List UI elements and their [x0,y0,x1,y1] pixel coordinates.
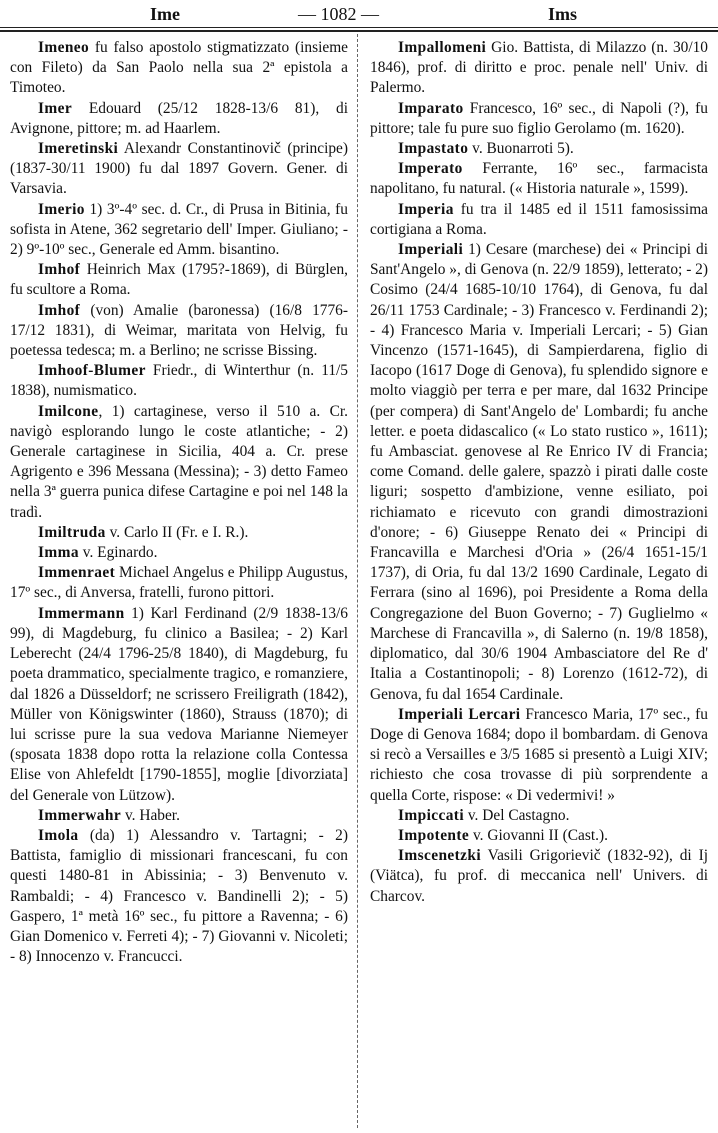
entry-text: Vasili Grigorievič (1832-92), di Ij (Viätca), fu prof. di meccanica nell' Univers. di Charcov. [370,847,708,905]
dictionary-entry [370,826,708,846]
column-divider [357,34,358,1128]
entry-text: v. Giovanni II (Cast.). [469,826,608,844]
entry-text: 1) Karl Ferdinand (2/9 1838-13/6 99), di Magdeburg, fu clinico a Basilea; - 2) Karl Leberecht (24/4 1796-25/8 1840), di Magdeburg, fu poeta drammatico, specialmente tragico, e romanziere, dal 1826 a Düsseldorf; ne scrissero Freiligrath (1842), Müller von Königswinter (1860), Strauss (1870); di lui scrisse pure la sua vedova Marianne Niemeyer (sposata 1838 dopo rotta la relazione colla Contessa Elise von Ahlefeldt [1790-1855], moglie [divorziata] del Generale von Lützow). [10,604,348,804]
header-right-guideword: Ims [548,4,578,24]
dictionary-entry [370,159,708,199]
entry-headword: Impiccati [398,806,465,824]
dictionary-entry [10,361,348,401]
entry-headword: Imscenetzki [398,847,482,865]
entry-text: Friedr., di Winterthur (n. 11/5 1838), numismatico. [10,362,348,400]
entry-headword: Imperia [398,200,454,218]
dictionary-entry [10,523,348,543]
entry-text: , 1) cartaginese, verso il 510 a. Cr. navigò esplorando lungo le coste atlantiche; - 2) Generale cartaginese in Sicilia, 404 a. Cr. prese Agrigento e 396 Messana (Messina); - 3) detto Fameo nella 3ª guerra punica difese Cartagine e poi nel 148 la tradì. [10,402,348,521]
dictionary-entry [10,563,348,603]
entry-text: (da) 1) Alessandro v. Tartagni; - 2) Battista, famiglio di missionari francescani, fu con questi 1480-81 in Abissinia; - 3) Benvenuto v. Rambaldi; - 4) Francesco v. Bandinelli 2); - 5) Gaspero, 1ª metà 16º sec., fu pittore a Ravenna; - 6) Gian Domenico v. Ferreti 4); - 7) Giovanni v. Nicoleti; - 8) Innocenzo v. Francucci. [10,826,348,966]
entry-headword: Imma [38,544,79,562]
entry-text: Heinrich Max (1795?-1869), di Bürglen, fu scultore a Roma. [10,261,348,299]
entry-text: fu tra il 1485 ed il 1511 famosissima cortigiana a Roma. [370,200,708,238]
dictionary-entry [370,99,708,139]
entry-text: Gio. Battista, di Milazzo (n. 30/10 1846), prof. di diritto e proc. penale nell' Univ. di Palermo. [370,39,708,97]
entry-text: v. Buonarroti 5). [468,140,574,158]
dictionary-entry [370,806,708,826]
dictionary-entry [10,99,348,139]
dictionary-entry [370,846,708,907]
page-number: — 1082 — [298,4,379,24]
entry-headword: Imhof [38,261,81,279]
header-rule-thin [0,27,718,28]
entry-headword: Imola [38,826,79,844]
dictionary-entry [10,604,348,806]
entry-headword: Imhoof-Blumer [38,362,146,380]
dictionary-entry [10,200,348,261]
entry-text: 1) 3º-4º sec. d. Cr., di Prusa in Bitinia, fu sofista in Atene, 362 segretario dell' Imper. Giuliano; - 2) 9º-10º sec., Generale ed Amm. bisantino. [10,200,348,259]
entry-text: Francesco, 16º sec., di Napoli (?), fu pittore; tale fu pure suo figlio Gerolamo (m. 1620). [370,99,708,137]
entry-text: v. Haber. [121,806,180,824]
entry-text: 1) Cesare (marchese) dei « Principi di Sant'Angelo », di Genova (n. 22/9 1859), letterato; - 2) Cosimo (24/4 1685-10/10 1764), di Genova, fu dal 26/11 1753 Cardinale; - 3) Francesco v. Ferdinandi 2); - 4) Francesco Maria v. Imperiali Lercari; - 5) Gian Vincenzo (1571-1645), di Sampierdarena, figlio di Iacopo (1617 Doge di Genova), fu splendido signore e molto viaggiò per terra e per mare, dal 1632 Principe (per compera) di Sant'Angelo de' Lombardi; fu anche letter. e poeta didascalico (« Lo stato rustico », 1611); fu Ambasciat. genovese al Re Enrico IV di Francia; come Comand. delle galere, spazzò i pirati dalle coste liguri; sospetto d'ambizione, venne esiliato, poi richiamato e ricevuto con grandi dimostrazioni d'onore; - 6) Giuseppe Renato dei « Principi di Francavilla e Marchesi d'Oria » (26/4 1651-15/1 1737), di Oria, fu dal 13/2 1690 Cardinale, Legato di Ferrara (sino al 1696), poi Presidente a Roma della Congregazione del Buon Governo; - 7) Guglielmo « Marchese di Francavilla », di Salerno (n. 19/8 1858), diplomatico, dal 30/6 1904 Ambasciatore del Re d' Italia a Costantinopoli; - 8) Lorenzo (1612-72), di Genova, fu dal 1654 Cardinale. [370,241,708,703]
dictionary-entry [10,806,348,826]
dictionary-entry [10,402,348,523]
left-column [10,38,348,967]
dictionary-entry [10,543,348,563]
entry-text: Alexandr Constantinovič (principe) (1837-30/11 1900) fu dal 1897 Govern. Gener. di Varsavia. [10,140,348,198]
entry-headword: Immerwahr [38,806,122,824]
dictionary-entry [10,260,348,300]
entry-headword: Impallomeni [398,39,487,56]
entry-headword: Imer [38,99,73,117]
dictionary-entry [10,301,348,362]
entry-text: Francesco Maria, 17º sec., fu Doge di Genova 1684; dopo il bombardam. di Genova si recò a Versailles e 3/5 1685 si presentò a Luigi XIV; richiesto che cosa trovasse di più sorprendente a quella Corte, rispose: « Di vedermivi! » [370,705,708,804]
entry-text: fu falso apostolo stigmatizzato (insieme con Fileto) da San Paolo nella sua 2ª epistola a Timoteo. [10,39,348,97]
entry-text: Edouard (25/12 1828-13/6 81), di Avignone, pittore; m. ad Haarlem. [10,99,348,137]
entry-headword: Immermann [38,604,125,622]
entry-text: v. Del Castagno. [464,806,570,824]
entry-headword: Imparato [398,99,464,117]
dictionary-entry [10,139,348,200]
entry-headword: Imeneo [38,39,90,56]
entry-headword: Imilcone [38,402,99,420]
entry-headword: Imerio [38,200,85,218]
entry-text: v. Eginardo. [78,544,158,562]
entry-text: Ferrante, 16º sec., farmacista napolitano, fu natural. (« Historia naturale », 1599). [370,160,708,198]
dictionary-entry [370,38,708,99]
entry-headword: Imperato [398,160,463,178]
dictionary-entry [10,826,348,967]
entry-text: Michael Angelus e Philipp Augustus, 17º sec., di Anversa, fratelli, furono pittori. [10,564,348,602]
dictionary-entry [370,139,708,159]
entry-headword: Impastato [398,140,469,158]
header-rule-thick [0,30,718,32]
entry-text: v. Carlo II (Fr. e I. R.). [105,523,249,541]
dictionary-entry [370,200,708,240]
entry-text: (von) Amalie (baronessa) (16/8 1776-17/12 1831), di Weimar, maritata von Helvig, fu poetessa tedesca; m. a Berlino; ne scrisse Bissing. [10,301,348,360]
entry-headword: Immenraet [38,564,116,582]
entry-headword: Imhof [38,301,81,319]
header-left-guideword: Ime [150,4,180,24]
dictionary-entry [370,240,708,705]
entry-headword: Impotente [398,826,470,844]
entry-headword: Imeretinski [38,140,119,158]
page-header [0,0,718,30]
right-column [370,38,708,907]
entry-headword: Imiltruda [38,523,106,541]
dictionary-entry [370,705,708,806]
entry-headword: Imperiali [398,241,464,259]
entry-headword: Imperiali Lercari [398,705,521,723]
dictionary-entry [10,38,348,99]
